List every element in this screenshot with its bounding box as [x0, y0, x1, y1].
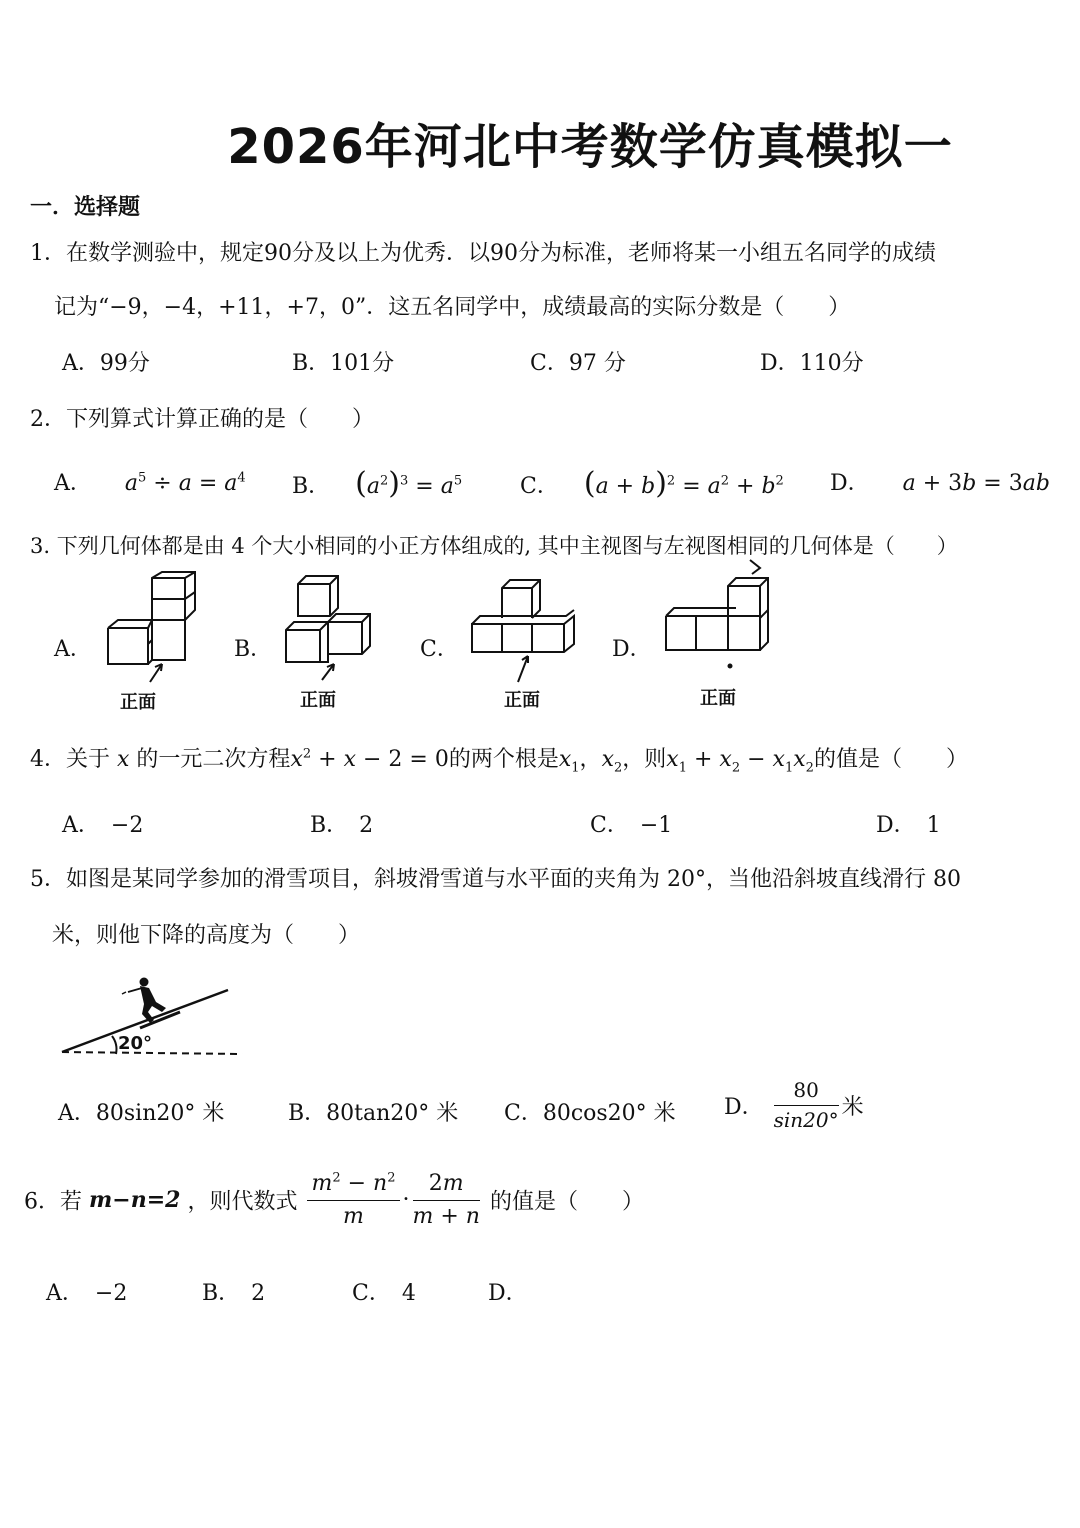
- q5-option-d-numerator: 80: [774, 1078, 839, 1106]
- q4-option-d[interactable]: D． 1: [876, 813, 941, 838]
- q5-option-d-denominator: sin20°: [773, 1108, 839, 1132]
- q6-option-a[interactable]: A． −2: [46, 1281, 128, 1306]
- q6-fraction-1: [307, 1170, 399, 1230]
- q6-fraction-1-numerator: $m^2 - n^2$: [307, 1170, 399, 1201]
- q5-ski-slope-figure: [56, 968, 252, 1064]
- page-title: 2026年河北中考数学仿真模拟一: [227, 119, 953, 175]
- q4-option-a[interactable]: A． −2: [62, 813, 144, 838]
- section-heading: 一．选择题: [30, 195, 141, 220]
- q5-option-d[interactable]: [724, 1078, 864, 1133]
- q6-text-post: 的值是（ ）: [489, 1189, 644, 1215]
- q6-fraction-1-denominator: m: [343, 1203, 364, 1229]
- q1-option-c[interactable]: C．97 分: [530, 351, 626, 376]
- q4-var-x: x: [117, 747, 130, 772]
- q4-option-c[interactable]: C． −1: [590, 813, 673, 838]
- q4-stem: [30, 742, 968, 776]
- q3-figure-d: [664, 556, 776, 656]
- q2-option-b-formula: $(a^2)^3 = a^5$: [355, 466, 463, 501]
- q3-option-d-label[interactable]: D．: [612, 637, 652, 662]
- q3-stem: 3. 下列几何体都是由 4 个大小相同的小正方体组成的, 其中主视图与左视图相同的几何体是（ ）: [30, 534, 958, 558]
- q4-text-pre: 4．关于: [30, 747, 110, 772]
- q1-option-a[interactable]: A．99分: [62, 351, 150, 376]
- q6-option-d[interactable]: D．: [488, 1281, 528, 1306]
- q5-option-a[interactable]: A．80sin20° 米: [58, 1101, 225, 1126]
- q2-option-c-label: C．: [520, 474, 559, 499]
- q3-front-label-d: 正面: [700, 688, 736, 709]
- q1-option-b[interactable]: B．101分: [292, 351, 395, 376]
- q2-option-c-formula: $(a + b)^2 = a^2 + b^2$: [583, 466, 784, 501]
- q4-expression: $x_1 + x_2 - x_1x_2$: [666, 747, 814, 776]
- q6-option-b[interactable]: B． 2: [202, 1281, 266, 1306]
- q2-option-b[interactable]: [292, 466, 462, 501]
- q5-line1: 5．如图是某同学参加的滑雪项目，斜坡滑雪道与水平面的夹角为 20°，当他沿斜坡直线滑行 80: [30, 867, 961, 892]
- q5-option-d-unit: 米: [841, 1095, 864, 1120]
- q4-text-mid3: ，则: [622, 747, 667, 772]
- q3-front-label-c: 正面: [504, 690, 540, 711]
- q2-stem: 2．下列算式计算正确的是（ ）: [30, 407, 374, 432]
- q5-option-c[interactable]: C．80cos20° 米: [504, 1101, 676, 1126]
- q3-figure-a: [100, 572, 210, 672]
- q3-figure-c: [470, 580, 580, 660]
- q4-option-b[interactable]: B． 2: [310, 813, 374, 838]
- q1-line1: 1．在数学测验中，规定90分及以上为优秀．以90分为标准，老师将某一小组五名同学的成绩: [30, 241, 936, 266]
- q6-dot: ·: [402, 1187, 410, 1213]
- q1-line2: 记为“−9，−4，+11，+7，0”．这五名同学中，成绩最高的实际分数是（ ）: [54, 295, 851, 320]
- q3-option-a-label[interactable]: A．: [54, 637, 92, 662]
- q5-angle-label: 20°: [118, 1033, 153, 1054]
- q2-option-c[interactable]: [520, 466, 784, 501]
- q5-option-d-fraction: [774, 1078, 839, 1133]
- q4-text-mid1: 的一元二次方程: [136, 747, 291, 772]
- q2-option-a-label: A．: [54, 471, 92, 496]
- q1-option-d[interactable]: D．110分: [760, 351, 864, 376]
- q2-option-d[interactable]: [830, 466, 1050, 497]
- q2-option-b-label: B．: [292, 474, 331, 499]
- q3-option-c-label[interactable]: C．: [420, 637, 459, 662]
- q2-option-d-formula: a + 3b = 3ab: [902, 471, 1050, 496]
- q6-fraction-2: [413, 1170, 480, 1230]
- q4-text-post: 的值是（ ）: [813, 747, 968, 772]
- q3-front-label-b: 正面: [300, 690, 336, 711]
- q2-option-a-formula: $a^5 \div a = a^4$: [124, 470, 246, 496]
- q2-option-d-label: D．: [830, 471, 870, 496]
- q6-fraction-2-denominator: m + n: [412, 1203, 480, 1229]
- q3-option-b-label[interactable]: B．: [234, 637, 273, 662]
- q6-option-c[interactable]: C． 4: [352, 1281, 416, 1306]
- q4-roots: $x_1$，$x_2$: [558, 747, 623, 776]
- q6-condition: m−n=2: [89, 1187, 181, 1213]
- skier-icon: [140, 978, 167, 1024]
- q4-text-mid2: 的两个根是: [448, 747, 559, 772]
- q3-figure-b: [282, 576, 392, 676]
- q6-stem: [24, 1170, 644, 1230]
- q5-line2: 米，则他下降的高度为（ ）: [52, 923, 361, 948]
- q6-fraction-2-numerator: 2m: [413, 1170, 480, 1201]
- q5-option-b[interactable]: B．80tan20° 米: [288, 1101, 459, 1126]
- q5-option-d-label: D．: [724, 1095, 764, 1120]
- q2-option-a[interactable]: [54, 466, 246, 497]
- q6-text-pre: 6．若: [24, 1189, 82, 1215]
- q4-equation: $x^2 + x - 2 = 0$: [290, 746, 449, 772]
- q6-text-mid: ，则代数式: [187, 1189, 298, 1215]
- q3-front-label-a: 正面: [120, 692, 156, 713]
